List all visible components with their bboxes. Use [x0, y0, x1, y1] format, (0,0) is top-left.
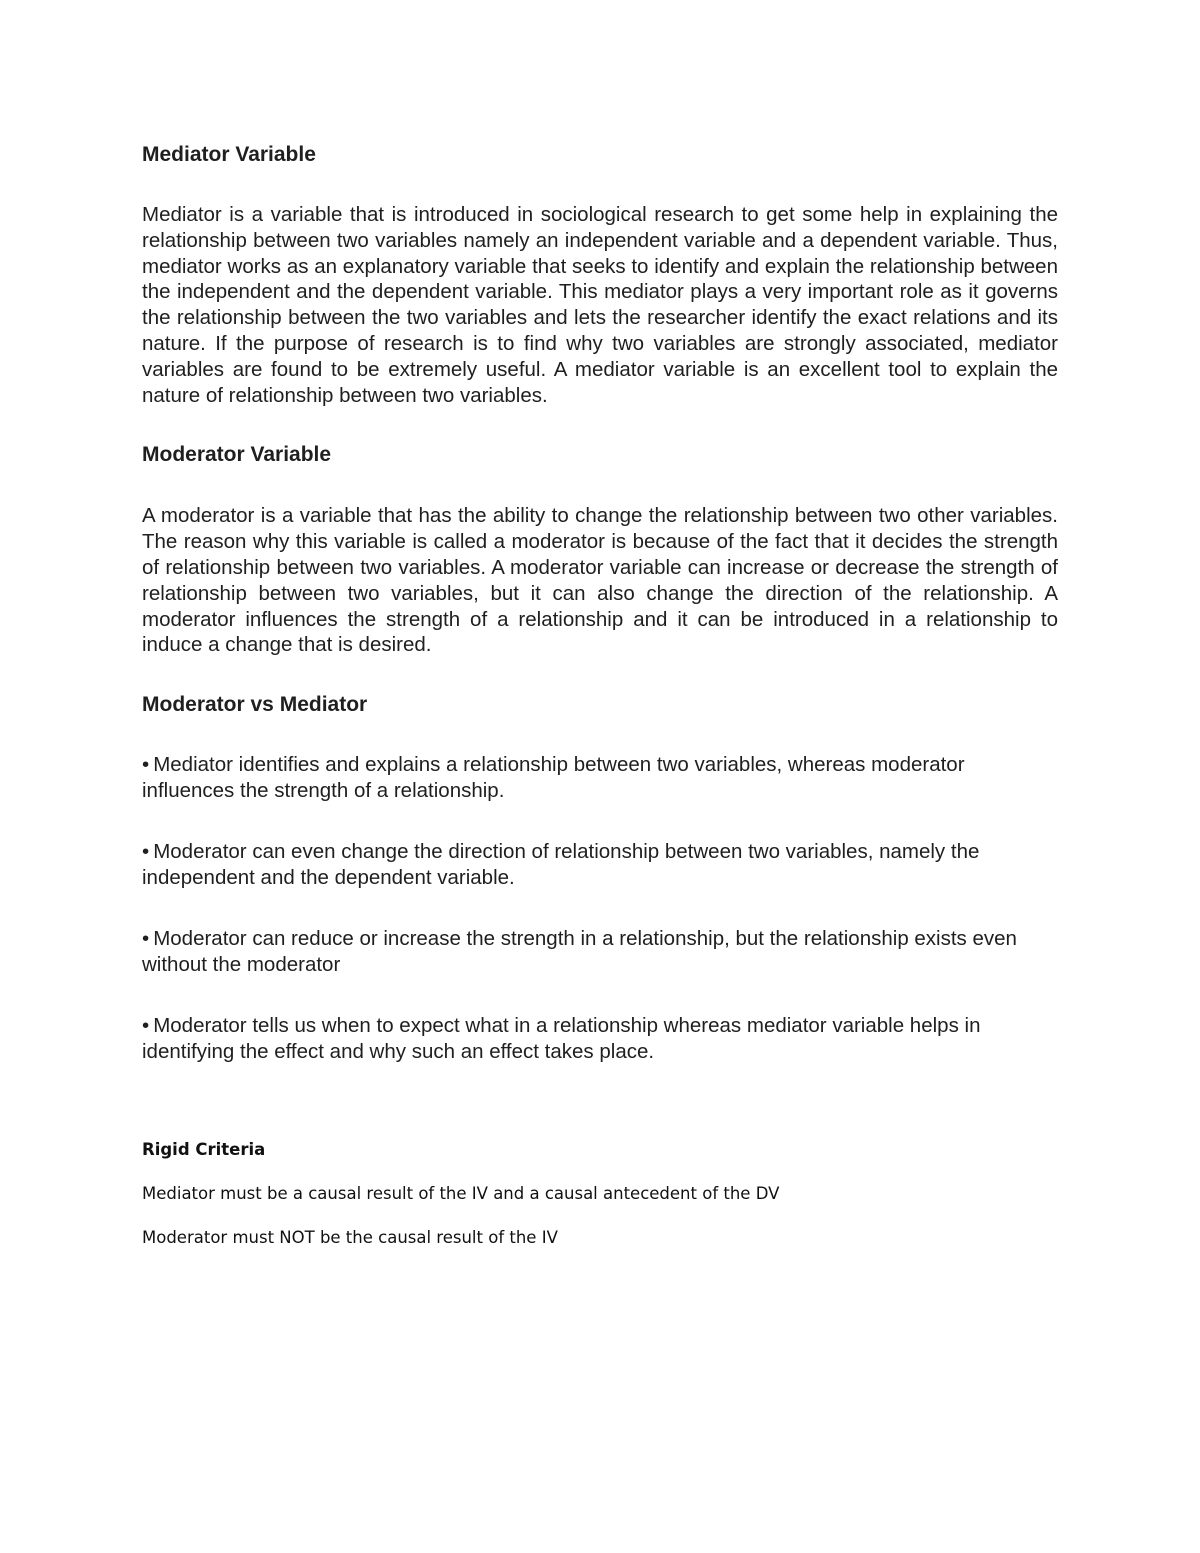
bullet-text: Moderator tells us when to expect what in a relationship whereas mediator variable helps in identifying the effect and why such an effect takes place.	[142, 1014, 981, 1064]
bullet-text: Moderator can even change the direction of relationship between two variables, namely the independent and the dependent variable.	[142, 840, 980, 890]
paragraph-mediator-definition: Mediator is a variable that is introduced in sociological research to get some help in explaining the relationship between two variables namely an independent variable and a dependent variable. Thus, mediator works as an explanatory variable that seeks to identify and explain the relationship between the independent and the dependent variable. This mediator plays a very important role as it governs the relationship between the two variables and lets the researcher identify the exact relations and its nature. If the purpose of research is to find why two variables are strongly associated, mediator variables are found to be extremely useful. A mediator variable is an excellent tool to explain the nature of relationship between two variables.	[142, 203, 1058, 407]
bullet-text: Mediator identifies and explains a relationship between two variables, whereas moderator influences the strength of a relationship.	[142, 753, 965, 803]
rigid-criteria-section	[142, 1139, 1058, 1249]
heading-mediator-variable: Mediator Variable	[142, 143, 316, 166]
bullet-text: Moderator can reduce or increase the strength in a relationship, but the relationship exists even without the moderator	[142, 927, 1017, 977]
criteria-line-moderator: Moderator must NOT be the causal result of the IV	[142, 1228, 558, 1248]
heading-moderator-variable: Moderator Variable	[142, 443, 332, 467]
comparison-bullet-list	[142, 752, 1058, 1065]
bullet-symbol: •	[142, 927, 150, 951]
criteria-line-mediator: Mediator must be a causal result of the IV and a causal antecedent of the DV	[142, 1184, 780, 1204]
list-item	[142, 839, 1058, 891]
heading-moderator-vs-mediator: Moderator vs Mediator	[142, 693, 368, 717]
bullet-symbol: •	[142, 1014, 150, 1038]
heading-rigid-criteria: Rigid Criteria	[142, 1140, 266, 1160]
bullet-symbol: •	[142, 753, 150, 777]
bullet-symbol: •	[142, 840, 150, 864]
list-item	[142, 926, 1058, 978]
paragraph-moderator-definition: A moderator is a variable that has the ability to change the relationship between two other variables. The reason why this variable is called a moderator is because of the fact that it decides the strength of relationship between two variables. A moderator variable can increase or decrease the strength of relationship between two variables, but it can also change the direction of the relationship. A moderator influences the strength of a relationship and it can be introduced in a relationship to induce a change that is desired.	[142, 504, 1058, 657]
list-item	[142, 752, 1058, 804]
document-page	[142, 139, 1058, 1271]
list-item	[142, 1013, 1058, 1065]
